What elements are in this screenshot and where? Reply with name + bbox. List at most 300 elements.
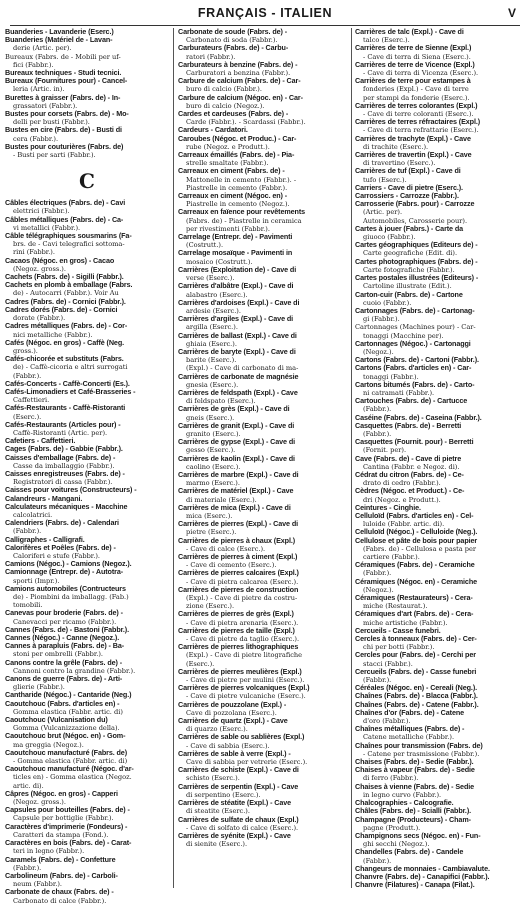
entry-continuation: (Eserc.).: [186, 659, 215, 668]
entry-continuation: gi (Fabbr.).: [363, 315, 400, 324]
entry-continuation: di travertino (Eserc.).: [363, 159, 436, 168]
entry-heading: Bustes pour corsets (Fabrs. de) - Mo-: [5, 109, 129, 119]
entry-heading: Cages (Fabrs. de) - Gabbie (Fabbr.).: [5, 444, 123, 454]
entry-continuation: (Eserc.).: [13, 412, 42, 421]
entry-heading: Carrières de pierres à chaux (Expl.): [178, 535, 296, 545]
entry-continuation: ratori (Fabbr.).: [186, 52, 236, 61]
entry-heading: Bureaux (Fournitures pour) - Cancel-: [5, 76, 128, 86]
entry-continuation: per stampi da fonderie (Eserc.).: [363, 93, 470, 102]
entry-continuation: (Fabbr.).: [363, 569, 392, 578]
entry-continuation: calcolatrici.: [13, 510, 53, 519]
entry-heading: Carrières de pierres de taille (Expl.): [178, 625, 295, 635]
entry-heading: Caoutchouc (Vulcanisation du): [5, 715, 108, 725]
entry-continuation: Caloriferi e stufe (Fabbr.).: [13, 551, 100, 560]
entry-continuation: - Cave di solfato di calce (Eserc.).: [186, 823, 299, 832]
entry-continuation: Cantina (Fabbr. e Negoz. di).: [363, 462, 460, 471]
entry-continuation: stacci (Fabbr.).: [363, 659, 413, 668]
entry-continuation: tonaggi (Macchine per).: [363, 331, 444, 340]
column-2: [178, 28, 348, 894]
entry-continuation: - Catene per trasmissione (Fabbr.).: [363, 749, 480, 758]
entry-heading: Carrières de sulfate de chaux (Expl.): [178, 814, 299, 824]
entry-continuation: Registratori di cassa (Fabbr.).: [13, 478, 113, 487]
section-letter: C: [79, 169, 95, 194]
entry-continuation: dri (Negoz. e Produtt.).: [363, 495, 441, 504]
entry-continuation: cera (Fabbr.).: [13, 134, 59, 143]
entry-heading: Céramiques (Fabrs. de) - Ceramiche: [355, 560, 475, 570]
entry-heading: Cannes (Négoc.) - Canne (Negoz.).: [5, 633, 120, 643]
entry-continuation: Cannoni contro la grandine (Fabbr.).: [13, 666, 136, 675]
entry-continuation: Casse da imballaggio (Fabbr.).: [13, 461, 115, 470]
entry-continuation: tonaggi (Fabbr.).: [363, 372, 419, 381]
entry-continuation: luloide (Fabbr. artic. di).: [363, 520, 445, 529]
entry-continuation: buro di calcio (Negoz.).: [186, 101, 265, 110]
entry-continuation: dorate (Fabbr.).: [13, 314, 66, 323]
entry-heading: Casquettes (Fabrs. de) - Berretti: [355, 420, 462, 430]
entry-continuation: (Fornit. per).: [363, 446, 407, 455]
entry-heading: Carrières de feldspath (Expl.) - Cave: [178, 387, 298, 397]
entry-heading: Carrières de terre de Vicence (Expl.): [355, 59, 475, 69]
entry-continuation: (Expl.) - Cave di pietre da costru-: [186, 594, 298, 603]
entry-continuation: (Fabbr.).: [13, 863, 42, 872]
entry-continuation: (Artic. per).: [363, 208, 403, 217]
entry-heading: Casquettes (Fournit. pour) - Berretti: [355, 437, 474, 447]
entry-continuation: - Cave di sabbia (Eserc.).: [186, 741, 270, 750]
entry-heading: Carrelage mosaïque - Pavimenti in: [178, 248, 293, 258]
entry-heading: Caroubes (Négoc. et Produc.) - Car-: [178, 133, 297, 143]
entry-continuation: in legno curvo (Fabbr.).: [363, 790, 442, 799]
entry-continuation: Caffettieri.: [13, 396, 50, 405]
entry-heading: Cercles pour (Fabrs. de) - Cerchi per: [355, 650, 476, 660]
entry-heading: Cartes à jouer (Fabrs.) - Carte da: [355, 223, 464, 233]
entry-heading: Caisses pour voitures (Constructeurs) -: [5, 485, 137, 495]
entry-continuation: (Fabbr.).: [363, 856, 392, 865]
entry-heading: Carrières de ballast (Expl.) - Cave di: [178, 330, 297, 340]
entry-continuation: (Fabbr.).: [363, 405, 392, 414]
entry-heading: Carrières de talc (Expl.) - Cave di: [355, 27, 464, 36]
page-number: V: [507, 6, 516, 20]
entry-heading: Calligraphes - Calligrafi.: [5, 534, 85, 544]
entry-heading: Carrières de quartz (Expl.) - Cave: [178, 716, 288, 726]
entry-heading: Chaînes (Fabrs. de) - Catene (Fabbr.).: [355, 699, 479, 709]
entry-continuation: drato di cedro (Fabbr.).: [363, 479, 441, 488]
entry-continuation: fici (Fabbr.).: [13, 60, 54, 69]
entry-heading: Caractères d'imprimerie (Fondeurs) -: [5, 821, 128, 831]
entry-heading: Carrières de travertin (Expl.) - Cave: [355, 150, 472, 160]
entry-continuation: mica (Eserc.).: [186, 511, 233, 520]
entry-continuation: (Negoz.).: [363, 585, 394, 594]
entry-heading: Cafés-Restaurants (Articles pour) -: [5, 419, 121, 429]
entry-continuation: gross.).: [13, 346, 38, 355]
entry-heading: Celluloïd (Fabrs. d'articles en) - Cel-: [355, 510, 474, 520]
entry-continuation: - Cave di terra di Siena (Eserc.).: [363, 52, 471, 61]
entry-heading: Carbure de calcium (Négoc. en) - Car-: [178, 92, 303, 102]
entry-heading: Bustes pour couturières (Fabrs. de): [5, 141, 124, 151]
entry-heading: Camions automobiles (Contructeurs: [5, 583, 126, 593]
entry-heading: Cercueils (Fabrs. de) - Casse funebri: [355, 666, 477, 676]
entry-continuation: Capsule per bottiglie (Fabbr.).: [13, 814, 114, 823]
entry-heading: Carrières d'argiles (Expl.) - Cave di: [178, 314, 294, 324]
entry-continuation: d'oro (Fabbr.).: [363, 717, 411, 726]
entry-continuation: sporti (Impr.).: [13, 576, 60, 585]
entry-heading: Bustes en cire (Fabrs. de) - Busti di: [5, 125, 122, 135]
entry-continuation: barite (Eserc.).: [186, 356, 237, 365]
entry-heading: Cercles à tonneaux (Fabrs. de) - Cer-: [355, 634, 477, 644]
entry-continuation: mosaico (Costrutt.).: [186, 257, 253, 266]
entry-continuation: ma greggia (Negoz.).: [13, 740, 84, 749]
entry-continuation: de) - Caffè-cicoria e altri surrogati: [13, 363, 128, 372]
entry-heading: Champagne (Producteurs) - Cham-: [355, 814, 471, 824]
entry-continuation: per rivestimenti (Fabbr.).: [186, 224, 270, 233]
entry-heading: Câble télégraphiques sousmarins (Fa-: [5, 231, 132, 241]
entry-continuation: argilla (Eserc.).: [186, 323, 238, 332]
entry-continuation: verse (Eserc.).: [186, 274, 235, 283]
entry-heading: Ceintures - Cinghie.: [355, 502, 421, 512]
entry-continuation: strelle smaltate (Fabbr.).: [186, 159, 269, 168]
entry-heading: Carburateurs à benzine (Fabrs. de) -: [178, 59, 298, 69]
entry-continuation: Carte geografiche (Edit. di).: [363, 249, 458, 258]
entry-heading: Carrières de terres réfractaires (Expl.): [355, 117, 481, 127]
entry-continuation: de) - Piombini da imballagg. (Fab.): [13, 593, 129, 601]
entry-continuation: di ferro (Fabbr.).: [363, 774, 419, 783]
entry-heading: Burettes à graisser (Fabrs. de) - In-: [5, 92, 121, 102]
entry-heading: Capsules pour bouteilles (Fabrs. de) -: [5, 805, 130, 815]
entry-continuation: (Negoz. gross.).: [13, 264, 66, 273]
entry-continuation: (Expl.) - Cave di carbonato di ma-: [186, 364, 299, 373]
entry-continuation: di steatite (Eserc.).: [186, 807, 250, 816]
entry-heading: Carrières de terre de Sienne (Expl.): [355, 43, 472, 53]
entry-continuation: tomobili.: [13, 601, 43, 610]
entry-continuation: (Fabbr.).: [363, 676, 392, 685]
entry-continuation: fonderies (Expl.) - Cave di terre: [363, 85, 469, 94]
entry-heading: Cafés-chicorée et substituts (Fabrs.: [5, 354, 124, 364]
header-rule: [10, 25, 520, 26]
entry-heading: Carrières de stéatite (Expl.) - Cave: [178, 798, 292, 808]
entry-heading: Carburateurs (Fabrs. de) - Carbu-: [178, 43, 289, 53]
entry-heading: Cadres dorés (Fabrs. de) - Cornici: [5, 304, 118, 314]
entry-heading: Carrières de baryte (Expl.) - Cave di: [178, 346, 296, 356]
entry-heading: Cartons (Fabrs. de) - Cartoni (Fabbr.).: [355, 355, 479, 365]
entry-continuation: cuoio (Fabbr.).: [363, 298, 412, 307]
entry-heading: Carrières de pierres de construction: [178, 584, 299, 594]
entry-heading: Calandreurs - Mangani.: [5, 493, 83, 503]
entry-continuation: nici metalliche (Fabbr.).: [13, 330, 93, 339]
entry-heading: Carrières de pouzzolane (Expl.) -: [178, 699, 287, 709]
entry-continuation: ni catramati (Fabbr.).: [363, 388, 435, 397]
entry-heading: Carrières de pierres de grès (Expl.): [178, 609, 294, 619]
entry-heading: Carreaux en ciment (Fabrs. de) -: [178, 166, 285, 176]
entry-heading: Carrelage (Entrepr. de) - Pavimenti: [178, 232, 293, 242]
entry-heading: Cadres (Fabrs. de) - Cornici (Fabbr.).: [5, 296, 126, 306]
entry-continuation: de) - Autocarri (Fabbr.). Voir Au: [13, 289, 119, 298]
entry-continuation: Gomma (Vulcanizzazione della).: [13, 724, 120, 733]
entry-heading: Cardes et cardeuses (Fabrs. de) -: [178, 109, 289, 119]
entry-continuation: - Cave di terre coloranti (Eserc.).: [363, 110, 474, 119]
entry-heading: Caoutchouc brut (Négoc. en) - Gom-: [5, 731, 126, 741]
entry-heading: Chandelles (Fabrs. de) - Candele: [355, 847, 464, 857]
entry-continuation: Gomma elastica (Fabbr. artic. di): [13, 707, 123, 716]
entry-heading: Chalcographies - Calcografie.: [355, 798, 454, 808]
entry-continuation: - Cave di terra refrattarie (Eserc.).: [363, 126, 479, 135]
entry-heading: Chanvre (Fabrs. de) - Canapifici (Fabbr.).: [355, 871, 490, 881]
entry-continuation: di serpentino (Eserc.).: [186, 790, 261, 799]
entry-continuation: elettrici (Fabbr.).: [13, 207, 70, 216]
column-divider: [351, 28, 352, 888]
entry-continuation: Canevacci per ricamo (Fabbr.).: [13, 617, 117, 626]
entry-continuation: (Fabbr.).: [363, 429, 392, 438]
entry-continuation: giuoco (Fabbr.).: [363, 233, 416, 242]
entry-continuation: grassatori (Fabbr.).: [13, 101, 78, 110]
entry-heading: Chaînes métalliques (Fabrs. de) -: [355, 724, 465, 734]
entry-heading: Caoutchouc manufacturé (Fabrs. de): [5, 747, 127, 757]
entry-continuation: Carbonato di calce (Fabbr.).: [13, 896, 107, 905]
entry-continuation: Mattonelle in cemento (Fabbr.). -: [186, 175, 297, 184]
entry-heading: Cartes photographiques (Fabrs. de) -: [355, 256, 478, 266]
entry-heading: Carbure de calcium (Fabrs. de) - Car-: [178, 76, 301, 86]
entry-heading: Buanderies - Lavanderie (Eserc.): [5, 27, 114, 36]
entry-heading: Carrières de terres colorantes (Expl.): [355, 100, 478, 110]
entry-heading: Caisses enregistreuses (Fabrs. de) -: [5, 468, 125, 478]
entry-heading: Cantharide (Négoc.) - Cantaride (Neg.): [5, 690, 132, 700]
entry-heading: Cafés-Concerts - Caffè-Concerti (Es.).: [5, 378, 130, 388]
entry-heading: Carrières de kaolin (Expl.) - Cave di: [178, 453, 295, 463]
entry-heading: Cafés (Négoc. en gros) - Caffè (Neg.: [5, 337, 125, 347]
entry-continuation: gneis (Eserc.).: [186, 413, 235, 422]
entry-heading: Cartons bitumés (Fabrs. de) - Carto-: [355, 379, 475, 389]
entry-continuation: - Cave di terra di Vicenza (Eserc.).: [363, 69, 479, 78]
entry-continuation: buro di calcio (Fabbr.).: [186, 85, 262, 94]
entry-heading: Carrières de pierres calcaires (Expl.): [178, 568, 299, 578]
column-divider: [173, 28, 174, 888]
entry-continuation: - Cave di pietre per mulini (Eserc.).: [186, 676, 305, 685]
entry-heading: Caoutchouc manufacturé (Négoc. d'ar-: [5, 764, 134, 774]
entry-heading: Cannes (Fabrs. de) - Bastoni (Fabbr.).: [5, 624, 129, 634]
entry-heading: Canons contre la grêle (Fabrs. de) -: [5, 657, 123, 667]
entry-continuation: di quarzo (Eserc.).: [186, 725, 248, 734]
entry-continuation: miche artistiche (Fabbr.).: [363, 618, 448, 627]
entry-heading: Carrières de carbonate de magnésie: [178, 371, 299, 381]
entry-heading: Cartonnages (Fabrs. de) - Cartonag-: [355, 305, 475, 315]
entry-heading: Céramiques (Restaurateurs) - Cera-: [355, 593, 473, 603]
entry-continuation: - Cave di calce (Eserc.).: [186, 544, 266, 553]
entry-continuation: artic. di).: [13, 781, 44, 790]
entry-heading: Céramiques d'art (Fabrs. de) - Cera-: [355, 609, 474, 619]
entry-heading: Chaises à vapeur (Fabrs. de) - Sedie: [355, 765, 475, 775]
entry-heading: Carbonate de soude (Fabrs. de) -: [178, 27, 288, 36]
entry-heading: Cartons (Fabrs. d'articles en) - Car-: [355, 363, 472, 373]
entry-heading: Chaînes pour transmission (Fabrs. de): [355, 740, 483, 750]
entry-continuation: marmo (Eserc.).: [186, 479, 240, 488]
entry-heading: Cartes postales illustrées (Editeurs) -: [355, 273, 479, 283]
entry-continuation: (Negoz. gross.).: [13, 798, 66, 807]
entry-heading: Cafés-Restaurants - Caffè-Ristoranti: [5, 403, 126, 413]
entry-heading: Caramels (Fabrs. de) - Confetture: [5, 854, 116, 864]
entry-continuation: Carburatori a benzina (Fabbr.).: [186, 69, 291, 78]
entry-heading: Carrières de serpentin (Expl.) - Cave: [178, 781, 299, 791]
entry-heading: Camionnage (Entrepr. de) - Autotra-: [5, 567, 124, 577]
entry-heading: Cartonnages (Négoc.) - Cartonaggi: [355, 338, 471, 348]
entry-continuation: neum (Fabbr.).: [13, 880, 63, 889]
entry-heading: Caséine (Fabrs. de) - Caseina (Fabbr.).: [355, 412, 482, 422]
entry-heading: Carrières de sable ou sablières (Expl.): [178, 732, 305, 742]
entry-continuation: di trachite (Eserc.).: [363, 142, 429, 151]
entry-continuation: Cave di sabbia per vetrerie (Eserc.).: [186, 758, 308, 767]
entry-heading: Cartes géographiques (Editeurs de) -: [355, 240, 478, 250]
entry-heading: Carrières de gypse (Expl.) - Cave di: [178, 437, 296, 447]
entry-heading: Carrières de schiste (Expl.) - Cave di: [178, 765, 299, 775]
entry-heading: Champignons secs (Négoc. en) - Fun-: [355, 830, 481, 840]
entry-continuation: (Fabbr.).: [13, 527, 42, 536]
entry-heading: Carreaux en ciment (Négoc. en) -: [178, 191, 288, 201]
entry-continuation: (Fabbr.).: [13, 371, 42, 380]
entry-heading: Calorifères et Poêles (Fabrs. de) -: [5, 542, 116, 552]
entry-continuation: gnesia (Eserc.).: [186, 380, 239, 389]
entry-continuation: stoni per ombrelli (Fabbr.).: [13, 650, 104, 659]
entry-continuation: ghi secchi (Negoz.).: [363, 840, 430, 849]
entry-heading: Carrossiers - Carrozze (Fabbr.).: [355, 191, 459, 201]
entry-continuation: Carte fotografiche (Fabbr.).: [363, 265, 455, 274]
entry-continuation: Carbonato di soda (Fabbr.).: [186, 36, 278, 45]
entry-continuation: ghiaia (Eserc.).: [186, 339, 237, 348]
entry-heading: Carbonate de chaux (Fabrs. de) -: [5, 887, 114, 897]
entry-heading: Chaînes d'or (Fabrs. de) - Catene: [355, 707, 465, 717]
entry-continuation: tufo (Eserc.).: [363, 175, 407, 184]
entry-continuation: caolino (Eserc.).: [186, 462, 241, 471]
entry-continuation: alabastro (Eserc.).: [186, 290, 248, 299]
entry-continuation: Cave di pozzolana (Eserc.).: [186, 708, 277, 717]
entry-heading: Camions (Négoc.) - Camions (Negoz.).: [5, 559, 132, 569]
entry-heading: Caoutchouc (Fabrs. d'articles en) -: [5, 698, 120, 708]
entry-continuation: pietre (Eserc.).: [186, 528, 237, 537]
entry-heading: Carrières de pierres meulières (Expl.): [178, 666, 302, 676]
entry-continuation: zione (Eserc.).: [186, 602, 235, 611]
entry-heading: Carriers - Cave di pietre (Eserc.).: [355, 182, 463, 192]
entry-continuation: (Expl.) - Cave di pietre litografiche: [186, 651, 303, 660]
entry-continuation: Piastrelle in cemento (Negoz.).: [186, 200, 290, 209]
entry-heading: Cacaos (Négoc. en gros) - Cacao: [5, 255, 115, 265]
entry-heading: Céramiques (Négoc. en) - Ceramiche: [355, 576, 478, 586]
entry-heading: Carrières d'ardoises (Expl.) - Cave di: [178, 297, 300, 307]
entry-continuation: ticles en) - Gomma elastica (Negoz.: [13, 773, 132, 782]
entry-heading: Carreaux en faïence pour revêtements: [178, 207, 306, 217]
entry-continuation: Piastrelle in cemento (Fabbr.).: [186, 183, 288, 192]
entry-heading: Caractères en bois (Fabrs. de) - Carat-: [5, 838, 132, 848]
entry-heading: Carrières de granit (Expl.) - Cave di: [178, 420, 295, 430]
entry-continuation: Bureaux (Fabrs. de - Mobili per uf-: [5, 52, 121, 61]
entry-heading: Chaises à vienne (Fabrs. de) - Sedie: [355, 781, 475, 791]
entry-heading: Câpres (Négoc. en gros) - Capperi: [5, 788, 118, 798]
entry-heading: Chanvre (Filatures) - Canapa (Filat.).: [355, 880, 475, 890]
entry-heading: Bureaux techniques - Studi tecnici.: [5, 68, 122, 78]
entry-continuation: schisto (Eserc.).: [186, 774, 240, 783]
entry-heading: Carreaux émaillés (Fabrs. de) - Pia-: [178, 150, 295, 160]
entry-heading: Changeurs de monnaies - Cambiavalute.: [355, 863, 490, 873]
entry-heading: Chaises (Fabrs. de) - Sedie (Fabbr.).: [355, 757, 474, 767]
entry-heading: Carrières de matériel (Expl.) - Cave: [178, 486, 294, 496]
entry-continuation: - Cave di pietra calcarea (Eserc.).: [186, 577, 299, 586]
entry-continuation: brs. de - Cavi telegrafici sottoma-: [13, 240, 125, 249]
entry-continuation: chi per botti (Fabbr.).: [363, 643, 435, 652]
entry-continuation: Automobiles, Carosserie pour).: [363, 216, 468, 225]
entry-heading: Cèdres (Négoc. et Product.) - Ce-: [355, 486, 465, 496]
entry-continuation: di sienite (Eserc.).: [186, 840, 248, 849]
entry-continuation: teri in legno (Fabbr.).: [13, 847, 85, 856]
page-title: FRANÇAIS - ITALIEN: [197, 6, 333, 20]
entry-continuation: cartiere (Fabbr.).: [363, 553, 420, 561]
entry-continuation: - Cave di pietre vulcaniche (Eserc.).: [186, 692, 306, 701]
entry-heading: Carrières de pierres lithographiques: [178, 642, 299, 652]
entry-heading: Carrières (Exploitation de) - Cave di: [178, 264, 297, 274]
entry-continuation: delli per busti (Fabbr.).: [13, 118, 90, 127]
entry-heading: Chaînes (Fabrs. de) - Blacca (Fabbr.).: [355, 691, 478, 701]
entry-heading: Câbles électriques (Fabrs. de) - Cavi: [5, 198, 126, 208]
entry-heading: Carton-cuir (Fabrs. de) - Cartone: [355, 289, 463, 299]
entry-continuation: leria (Artic. in).: [13, 85, 65, 94]
entry-continuation: (Costrutt.).: [186, 241, 224, 250]
column-3: [355, 28, 525, 894]
entry-heading: Carrières de tuf (Expl.) - Cave di: [355, 166, 461, 176]
entry-heading: Carrières de sable à verre (Expl.) -: [178, 748, 291, 758]
entry-heading: Carrosserie (Fabrs. pour) - Carrozze: [355, 199, 475, 209]
entry-heading: Calculateurs mécaniques - Macchine: [5, 501, 128, 511]
entry-heading: Carrières de grès (Expl.) - Cave di: [178, 404, 290, 414]
entry-continuation: derie (Artic. per).: [13, 44, 72, 53]
entry-continuation: di materiale (Eserc.).: [186, 495, 257, 504]
entry-heading: Carrières de marbre (Expl.) - Cave di: [178, 469, 299, 479]
entry-heading: Cafetiers - Caffettieri.: [5, 436, 76, 446]
entry-continuation: pagne (Produtt.).: [363, 823, 421, 832]
entry-continuation: - Cave di pietre da taglio (Eserc.).: [186, 635, 300, 644]
entry-heading: Canons de guerre (Fabrs. de) - Arti-: [5, 674, 123, 684]
entry-heading: Canevas pour broderie (Fabrs. de) -: [5, 608, 123, 618]
entry-continuation: vi metallici (Fabbr.).: [13, 223, 81, 232]
entry-heading: Cartouches (Fabrs. de) - Cartucce: [355, 396, 468, 406]
entry-heading: Carrières de pierres volcaniques (Expl.): [178, 683, 310, 693]
entry-continuation: granito (Eserc.).: [186, 429, 241, 438]
entry-heading: Cercueils - Casse funebri.: [355, 625, 441, 635]
entry-continuation: rube (Negoz. e Produtt.).: [186, 142, 270, 151]
entry-heading: Buanderies (Matériel de - Lavan-: [5, 35, 113, 45]
entry-heading: Celluloïd (Négoc.) - Celluloide (Neg.).: [355, 527, 478, 537]
entry-continuation: (Negoz.).: [363, 347, 394, 356]
entry-continuation: Catene metalliche (Fabbr.).: [363, 733, 455, 742]
entry-heading: Carbolineum (Fabrs. de) - Carboli-: [5, 870, 118, 880]
entry-heading: Cave (Fabrs. de) - Cave di pietre: [355, 453, 462, 463]
entry-heading: Cellulose et pâte de bois pour papier: [355, 535, 478, 545]
entry-continuation: glierie (Fabbr.).: [13, 683, 65, 692]
entry-heading: Calendriers (Fabrs. de) - Calendari: [5, 518, 119, 528]
entry-heading: Cannes à parapluis (Fabrs. de) - Ba-: [5, 641, 125, 651]
entry-heading: Caisses d'emballage (Fabrs. de) -: [5, 452, 116, 462]
entry-continuation: - Busti per sarti (Fabbr.).: [13, 151, 96, 160]
entry-heading: Carrières de pierres (Expl.) - Cave di: [178, 519, 299, 529]
entry-continuation: gesso (Eserc.).: [186, 446, 236, 455]
entry-heading: Carrières de pierres à ciment (Expl.): [178, 552, 298, 561]
column-1: [5, 27, 169, 905]
entry-heading: Carrières d'albâtre (Expl.) - Cave di: [178, 281, 294, 291]
entry-heading: Cachets (Fabrs. de) - Sigilli (Fabbr.).: [5, 272, 124, 282]
entry-continuation: - Cave di pietra arenaria (Eserc.).: [186, 618, 299, 627]
entry-continuation: Caratteri da stampa (Fond.).: [13, 830, 109, 839]
entry-heading: Céréales (Négoc. en) - Cereali (Neg.).: [355, 683, 478, 693]
entry-heading: Cafés-Limonadiers et Café-Brasseries -: [5, 386, 136, 396]
entry-continuation: Carde (Fabbr.). - Scardassi (Fabbr.).: [186, 118, 306, 127]
entry-continuation: - Gomma elastica (Fabbr. artic. di): [13, 757, 128, 766]
entry-heading: Cédrat du citron (Fabrs. de) - Ce-: [355, 469, 464, 479]
entry-heading: Cachets en plomb à emballage (Fabrs.: [5, 280, 133, 290]
entry-heading: Carrières de mica (Expl.) - Cave di: [178, 502, 291, 512]
entry-continuation: (Fabrs. de) - Piastrelle in ceramica: [186, 216, 302, 225]
entry-heading: Carrières de syénite (Expl.) - Cave: [178, 830, 291, 840]
